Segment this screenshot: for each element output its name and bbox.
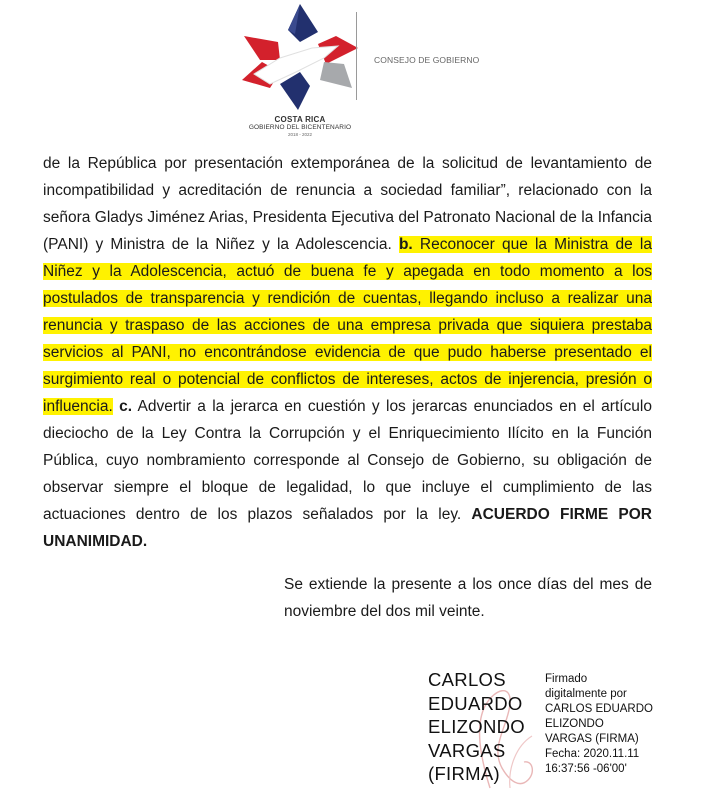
closing-statement: Se extiende la presente a los once días del mes de noviembre del dos mil veinte.	[284, 576, 652, 620]
document-header	[0, 0, 716, 140]
signer-name-line: EDUARDO	[428, 692, 523, 714]
digital-signature-details	[545, 672, 653, 777]
government-name: GOBIERNO DEL BICENTENARIO	[248, 124, 352, 131]
item-b-text: Reconocer que la Ministra de la Niñez y la Adolescencia, actuó de buena fe y apegada en todo momento a los postulados de transparencia y rendición de cuentas, llegando incluso a realizar una renuncia y traspaso de las acciones de una empresa privada que siquiera prestaba servicios al PANI, no encontrándose evidencia de que pudo haberse presentado el surgimiento real o potencial de conflictos de intereses, actos de injerencia, presión o influencia.	[43, 236, 652, 415]
signature-detail-line: digitalmente por	[545, 688, 627, 700]
signer-name-line: CARLOS	[428, 669, 506, 690]
resolution-text	[43, 150, 652, 555]
signer-name-line: VARGAS	[428, 739, 506, 761]
item-c-text: Advertir a la jerarca en cuestión y los jerarcas enunciados en el artículo dieciocho de la Ley Contra la Corrupción y el Enriquecimiento Ilícito en la Función Pública, cuyo nombramiento corresponde al Consejo de Gobierno, su obligación de observar siempre el bloque de legalidad, lo que incluye el cumplimiento de las actuaciones dentro de los plazos señalados por la ley.	[43, 398, 652, 523]
item-c-marker: c.	[119, 398, 133, 415]
signature-detail-line: Fecha: 2020.11.11	[545, 748, 640, 760]
header-divider	[356, 12, 357, 100]
resolution-paragraph	[43, 150, 652, 555]
signer-name-line: ELIZONDO	[428, 716, 525, 737]
text-part-1: de la República por presentación extemporánea de la solicitud de levantamiento de incompatibilidad y acreditación de renuncia a sociedad familiar”, relacionado con la señora Gladys Jiménez Arias, Presidenta Ejecutiva del Patronato Nacional de la Infancia (PANI) y Ministra de la Niñez y la Adolescencia.	[43, 155, 652, 253]
signer-name-line: (FIRMA)	[428, 763, 500, 784]
signature-detail-line: ELIZONDO	[545, 718, 604, 730]
agreement-statement: ACUERDO FIRME POR UNANIMIDAD.	[43, 506, 652, 550]
signature-detail-line: 16:37:56 -06'00'	[545, 763, 627, 775]
signer-name	[428, 668, 525, 786]
item-b-marker: b.	[398, 236, 413, 253]
signature-detail-line: CARLOS EDUARDO	[545, 703, 653, 715]
country-name: COSTA RICA	[274, 115, 326, 124]
signature-detail-line: VARGAS (FIRMA)	[545, 733, 639, 745]
costa-rica-star-logo	[240, 2, 360, 112]
signature-detail-line: Firmado	[545, 673, 588, 685]
government-years: 2018 - 2022	[287, 132, 313, 137]
council-name: CONSEJO DE GOBIERNO	[374, 55, 480, 65]
